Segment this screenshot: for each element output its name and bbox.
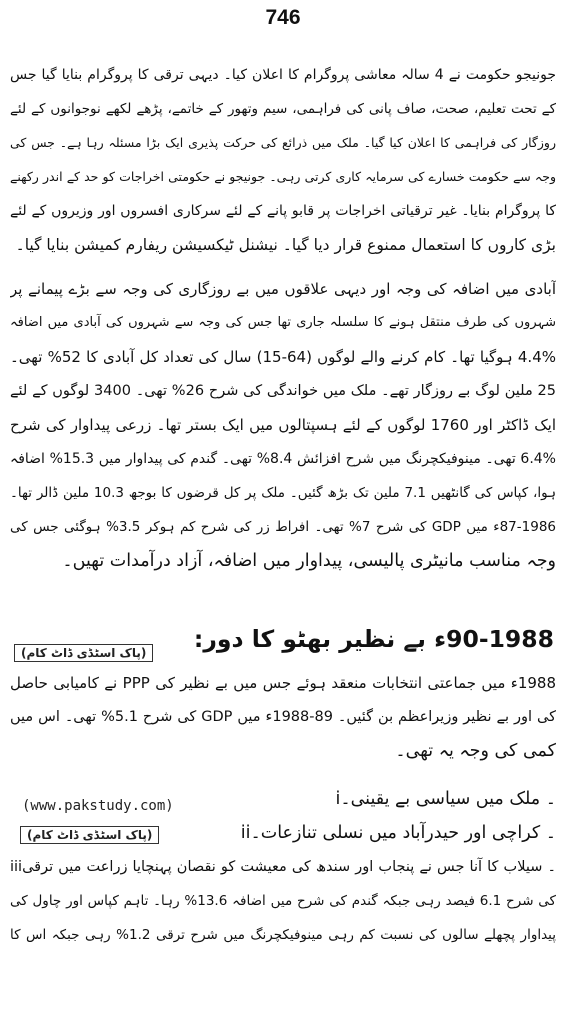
watermark-label: (پاک اسٹڈی ڈاٹ کام)	[20, 826, 159, 844]
text-line: کی شرح 6.1 فیصد رہی جبکہ گندم کی شرح میں اضافہ 13.6% رہا۔ تاہم کپاس اور چاول کی	[10, 893, 556, 909]
text-line: 6.4% تھی۔ مینوفیکچرنگ میں شرح افزائش 8.4% تھی۔ گندم کی پیداوار میں 15.3% اضافہ	[10, 451, 556, 467]
section-heading: 90-1988ء بے نظیر بھٹو کا دور:	[193, 625, 554, 653]
list-item: i۔ ملک میں سیاسی بے یقینی۔	[335, 789, 556, 809]
text-line: کمی کی وجہ یہ تھی۔	[395, 741, 556, 761]
text-line: 87-1986ء میں GDP کی شرح 7% تھی۔ افراط زر کی شرح کم ہوکر 3.5% ہوگئی جس کی	[10, 519, 556, 535]
text-line: وجہ سے حکومت خسارے کی سرمایہ کاری کرتی رہی۔ جونیجو نے حکومتی اخراجات کو حد کے اندر رکھنے	[10, 169, 556, 184]
text-line: آبادی میں اضافہ کی وجہ اور دیہی علاقوں میں بے روزگاری کی وجہ سے بڑے پیمانے پر	[10, 280, 556, 298]
watermark-label: (پاک اسٹڈی ڈاٹ کام)	[14, 644, 153, 662]
text-line: جونیجو حکومت نے 4 سالہ معاشی پروگرام کا اعلان کیا۔ دیہی ترقی کا پروگرام بنایا گیا جس	[10, 67, 556, 83]
text-line: 4.4% ہوگیا تھا۔ کام کرنے والے لوگوں (64-15) سال کی تعداد کل آبادی کا 52% تھی۔	[10, 348, 556, 366]
list-item: ii۔ کراچی اور حیدرآباد میں نسلی تنازعات۔	[240, 823, 556, 843]
text-line: iii۔ سیلاب کا آنا جس نے پنجاب اور سندھ کی معیشت کو نقصان پہنچایا زراعت میں ترقی	[10, 859, 556, 875]
text-line: کا پروگرام بنایا۔ غیر ترقیاتی اخراجات پر قابو پانے کے لئے سرکاری افسروں اور وزیروں کے لئے	[10, 203, 556, 219]
text-line: پیداوار پچھلے سالوں کی نسبت کم رہی مینوفیکچرنگ میں شرح ترقی 1.2% رہی جبکہ اس کا	[10, 927, 556, 943]
text-line: وجہ مناسب مانیٹری پالیسی، پیداوار میں اضافہ، آزاد درآمدات تھیں۔	[62, 551, 556, 571]
text-line: بڑی کاروں کا استعمال ممنوع قرار دیا گیا۔ نیشنل ٹیکسیشن ریفارم کمیشن بنایا گیا۔	[15, 236, 556, 254]
text-line: 1988ء میں جماعتی انتخابات منعقد ہوئے جس میں بے نظیر کی PPP نے کامیابی حاصل	[10, 674, 556, 692]
website-url: (www.pakstudy.com)	[22, 798, 174, 814]
page-number: 746	[265, 6, 301, 29]
text-line: 25 ملین لوگ بے روزگار تھے۔ ملک میں خواندگی کی شرح 26% تھی۔ 3400 لوگوں کے لئے	[10, 383, 556, 399]
text-line: کی اور بے نظیر وزیراعظم بن گئیں۔ 89-1988ء میں GDP کی شرح 5.1% تھی۔ اس میں	[10, 709, 556, 725]
text-line: کے تحت تعلیم، صحت، صاف پانی کی فراہمی، سیم وتھور کے خاتمے، پڑھے لکھے نوجوانوں کے لئے	[10, 101, 556, 117]
text-line: ایک ڈاکٹر اور 1760 لوگوں کے لئے ہسپتالوں میں ایک بستر تھا۔ زرعی پیداوار کی شرح	[10, 416, 556, 434]
text-line: شہروں کی طرف منتقل ہونے کا سلسلہ جاری تھا جس کی وجہ سے شہروں کی آبادی میں اضافہ	[10, 315, 556, 330]
text-line: روزگار کی فراہمی کا اعلان کیا گیا۔ ملک میں ذرائع کی حرکت پذیری ایک بڑا مسئلہ رہا ہے۔ جس کی	[10, 135, 556, 150]
text-line: ہوا، کپاس کی گانٹھیں 7.1 ملین تک بڑھ گئیں۔ ملک پر کل قرضوں کا بوجھ 10.3 ملین ڈالر تھا۔	[10, 485, 556, 501]
